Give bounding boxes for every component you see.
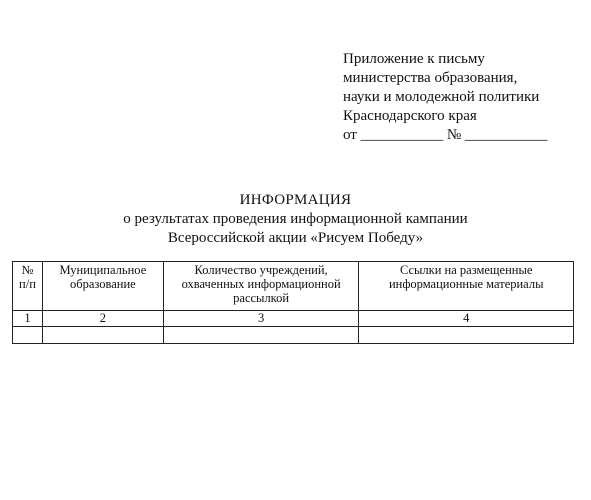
information-table	[12, 261, 574, 344]
header-number	[13, 262, 43, 311]
column-number-cell: 1	[13, 311, 43, 327]
header-municipality-line: Муниципальное	[59, 263, 147, 277]
attachment-line: Краснодарского края	[343, 108, 477, 124]
attachment-line: министерства образования,	[343, 70, 518, 86]
column-number-cell: 3	[163, 311, 359, 327]
header-institutions-line: рассылкой	[233, 291, 290, 305]
document-subtitle-line: о результатах проведения информационной кампании	[123, 211, 468, 227]
attachment-line: Приложение к письму	[343, 51, 485, 67]
column-number-cell: 4	[359, 311, 574, 327]
attachment-date-number-line: от ___________ № ___________	[343, 127, 548, 143]
table-header-row	[13, 262, 574, 311]
header-links-line: информационные материалы	[388, 277, 544, 291]
empty-cell	[163, 327, 359, 344]
header-institutions-line: охваченных информационной	[181, 277, 341, 291]
header-number-line: №	[21, 263, 34, 277]
attachment-line: науки и молодежной политики	[343, 89, 540, 105]
header-institutions-count	[163, 262, 359, 311]
attachment-note	[343, 50, 547, 145]
header-links-line: Ссылки на размещенные	[399, 263, 533, 277]
document-title: ИНФОРМАЦИЯ	[239, 192, 352, 208]
header-municipality	[42, 262, 163, 311]
column-number-cell: 2	[42, 311, 163, 327]
empty-cell	[42, 327, 163, 344]
header-institutions-line: Количество учреждений,	[194, 263, 328, 277]
document-subtitle-line: Всероссийской акции «Рисуем Победу»	[167, 230, 424, 246]
header-municipality-line: образование	[70, 277, 136, 291]
empty-cell	[359, 327, 574, 344]
document-heading	[0, 191, 591, 248]
header-links	[359, 262, 574, 311]
header-number-line: п/п	[19, 277, 36, 291]
column-number-row	[13, 311, 574, 327]
empty-table-row	[13, 327, 574, 344]
empty-cell	[13, 327, 43, 344]
